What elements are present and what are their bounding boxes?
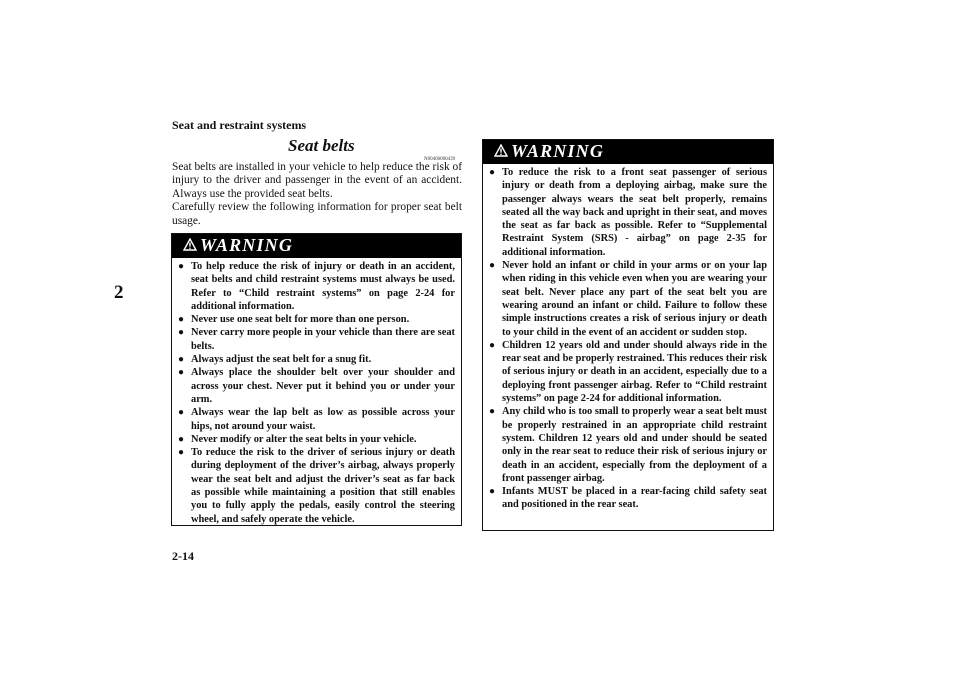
warning-item bbox=[489, 259, 767, 339]
warning-item bbox=[178, 366, 455, 406]
bullet-icon: ● bbox=[489, 486, 496, 498]
warning-item bbox=[178, 313, 455, 326]
warning-item-text: Always adjust the seat belt for a snug fit. bbox=[191, 354, 372, 366]
warning-item bbox=[489, 485, 767, 512]
warning-list bbox=[172, 258, 461, 526]
warning-box-left bbox=[171, 233, 462, 526]
warning-item-text: Children 12 years old and under should always ride in the rear seat and be properly restrained. This reduces their risk of serious injury or death in an accident, especially due to a deploying front passenger airbag. Refer to “Child restraint systems” on page 2-24 for additional information. bbox=[502, 339, 767, 405]
bullet-icon: ● bbox=[489, 260, 496, 272]
bullet-icon: ● bbox=[178, 314, 185, 326]
bullet-icon: ● bbox=[178, 407, 185, 419]
warning-triangle-icon bbox=[494, 144, 508, 157]
bullet-icon: ● bbox=[178, 261, 185, 272]
warning-item bbox=[178, 406, 455, 433]
warning-item bbox=[178, 260, 455, 313]
warning-item-text: Infants MUST be placed in a rear-facing child safety seat and positioned in the rear seat. bbox=[502, 486, 767, 511]
warning-label: WARNING bbox=[200, 235, 294, 255]
warning-header bbox=[483, 140, 773, 164]
warning-item bbox=[178, 446, 455, 526]
page-number: 2-14 bbox=[172, 549, 194, 563]
warning-triangle-icon bbox=[183, 238, 197, 251]
bullet-icon: ● bbox=[489, 406, 496, 418]
warning-item-text: Any child who is too small to properly wear a seat belt must be properly restrained in an appropriate child restraint system. Children 12 years old and under should be seated only in the rear seat to reduce their risk of serious injury or death in an accident, especially from the deployment of a front passenger airbag. bbox=[502, 406, 767, 484]
warning-item-text: To reduce the risk to a front seat passenger of serious injury or death from a deploying airbag, make sure the passenger always wears the seat belt properly, remains seated all the way back and upright in their seat, and moves the seat as far back as possible. Refer to “Supplemental Restraint System (SRS) - airbag” on page 2-35 for additional information. bbox=[502, 167, 767, 258]
warning-item bbox=[178, 433, 455, 446]
intro-text bbox=[172, 161, 462, 228]
warning-list bbox=[483, 164, 773, 512]
bullet-icon: ● bbox=[178, 367, 185, 379]
bullet-icon: ● bbox=[489, 167, 496, 178]
warning-item-text: Never hold an infant or child in your arms or on your lap when riding in this vehicle even when you are wearing your seat belt. Never place any part of the seat belt you are wearing around an infant or child. Failure to follow these simple instructions creates a risk of serious injury or death to your child in the event of an accident or sudden stop. bbox=[502, 260, 767, 338]
bullet-icon: ● bbox=[178, 447, 185, 459]
warning-item-text: Always place the shoulder belt over your shoulder and across your chest. Never put it behind you or under your arm. bbox=[191, 367, 455, 405]
bullet-icon: ● bbox=[178, 433, 185, 445]
warning-item bbox=[178, 326, 455, 353]
intro-paragraph: Carefully review the following information for proper seat belt usage. bbox=[172, 201, 462, 227]
warning-header bbox=[172, 234, 461, 258]
running-header: Seat and restraint systems bbox=[172, 118, 307, 132]
bullet-icon: ● bbox=[489, 339, 496, 351]
warning-item bbox=[178, 353, 455, 366]
bullet-icon: ● bbox=[178, 327, 185, 339]
document-code: N00406000439 bbox=[424, 157, 456, 162]
warning-item-text: To help reduce the risk of injury or death in an accident, seat belts and child restraint systems must always be used. Refer to “Child restraint systems” on page 2-24 for additional information. bbox=[191, 261, 455, 312]
warning-item-text: To reduce the risk to the driver of serious injury or death during deployment of the driver’s airbag, always properly wear the seat belt and adjust the driver’s seat as far back as possible while maintaining a position that still enables you to fully apply the pedals, easily control the steering wheel, and safely operate the vehicle. bbox=[191, 447, 455, 525]
warning-item bbox=[489, 405, 767, 485]
warning-item-text: Never modify or alter the seat belts in your vehicle. bbox=[191, 433, 417, 445]
warning-item-text: Never use one seat belt for more than one person. bbox=[191, 314, 410, 326]
warning-item-text: Never carry more people in your vehicle than there are seat belts. bbox=[191, 327, 455, 352]
intro-paragraph: Seat belts are installed in your vehicle to help reduce the risk of injury to the driver and passenger in the event of an accident. Always use the provided seat belts. bbox=[172, 161, 462, 200]
section-title: Seat belts bbox=[288, 136, 355, 155]
warning-item bbox=[489, 166, 767, 259]
warning-label: WARNING bbox=[511, 141, 605, 161]
warning-box-right bbox=[482, 139, 774, 531]
chapter-tab: 2 bbox=[114, 282, 124, 303]
bullet-icon: ● bbox=[178, 354, 185, 366]
warning-item-text: Always wear the lap belt as low as possible across your hips, not around your waist. bbox=[191, 407, 455, 432]
warning-item bbox=[489, 339, 767, 405]
